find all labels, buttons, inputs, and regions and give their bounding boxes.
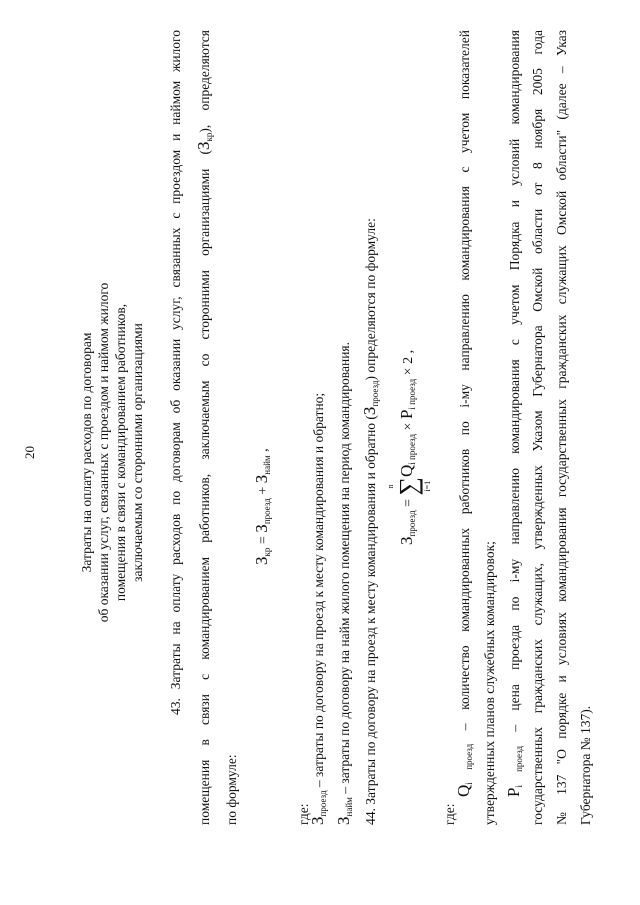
paragraph-43-line: по формуле: bbox=[224, 754, 239, 825]
definition-p-line: государственных гражданских служащих, утвержденных Указом Губернатора Омской области от 8 ноября 2005 года bbox=[530, 30, 545, 825]
formula-zkr: $З_{кр} = З_{проезд} + З_{найм}$ , bbox=[252, 448, 272, 565]
paragraph-44: 44. Затраты по договору на проезд к месту командирования и обратно $(З_{проезд})$ определяются по формуле: bbox=[360, 218, 380, 825]
where-label: где: bbox=[296, 803, 311, 825]
where-label: где: bbox=[442, 803, 457, 825]
title-line: Затраты на оплату расходов по договорам bbox=[79, 332, 94, 573]
paragraph-43-text: , определяются bbox=[197, 30, 212, 129]
title-line: помещения в связи с командированием работников, bbox=[113, 303, 128, 602]
definition-p-line: Губернатора № 137). bbox=[578, 705, 593, 825]
formula-zproezd: $З_{проезд}$ = n ∑ i=1 $Q_{i проезд} \times P_{i проезд} \times 2$ , bbox=[386, 349, 432, 545]
definition-proezd: $З_{проезд}$ – затраты по договору на проезд к месту командирования и обратно; bbox=[308, 392, 328, 825]
definition-naim: $З_{найм}$ – затраты по договору на найм жилого помещения на период командирования. bbox=[334, 341, 354, 825]
inline-symbol-zkr: $(З_{кр})$ bbox=[194, 128, 214, 155]
page-number: 20 bbox=[22, 446, 37, 459]
title-line: об оказании услуг, связанных с проездом и наймом жилого bbox=[96, 282, 111, 623]
paragraph-43-line bbox=[190, 30, 223, 825]
definition-q-line: $Q_{i проезд}$ – количество командированных работников по i-му направлению командирования с учетом показателей bbox=[454, 30, 474, 797]
paragraph-43-line: 43. Затраты на оплату расходов по договорам об оказании услуг, связанных с проездом и наймом жилого bbox=[168, 30, 183, 715]
definition-p-line: $P_{i проезд}$ – цена проезда по i-му направлению командирования с учетом Порядка и условий командирования bbox=[504, 30, 524, 797]
definition-q-line: утвержденных планов служебных командировок; bbox=[482, 541, 497, 825]
section-title bbox=[78, 0, 146, 905]
title-line: заключаемым со сторонними организациями bbox=[130, 323, 145, 582]
definition-p-line: № 137 "О порядке и условиях командирования государственных гражданских служащих Омской области" (далее – Указ bbox=[554, 30, 569, 825]
sum-symbol: n ∑ i=1 bbox=[386, 477, 432, 496]
paragraph-43-text: помещения в связи с командированием работников, заключаемым со сторонними организациями bbox=[197, 168, 212, 825]
